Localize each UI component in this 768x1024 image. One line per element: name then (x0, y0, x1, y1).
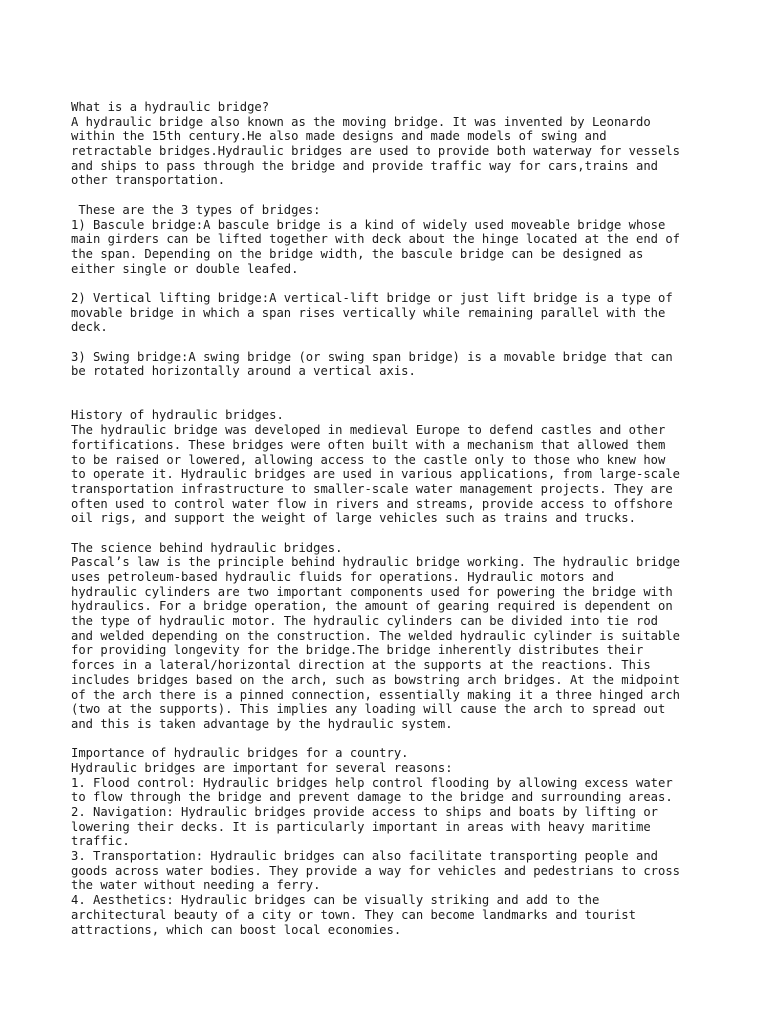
text-line: to operate it. Hydraulic bridges are used in various applications, from large-scale (71, 467, 681, 482)
section-swing (71, 350, 761, 379)
text-line: 3) Swing bridge:A swing bridge (or swing span bridge) is a movable bridge that can (71, 349, 673, 364)
text-line: hydraulics. For a bridge operation, the amount of gearing required is dependent on (71, 599, 673, 614)
text-line: 1) Bascule bridge:A bascule bridge is a kind of widely used moveable bridge whose (71, 217, 666, 232)
text-line: 2. Navigation: Hydraulic bridges provide access to ships and boats by lifting or (71, 805, 658, 820)
paragraph-gap (71, 732, 761, 747)
paragraph-gap (71, 188, 761, 203)
text-line: lowering their decks. It is particularly important in areas with heavy maritime (71, 819, 651, 834)
text-line: 2) Vertical lifting bridge:A vertical-lift bridge or just lift bridge is a type of (71, 290, 673, 305)
text-line: be rotated horizontally around a vertical axis. (71, 364, 416, 379)
section-heading: The science behind hydraulic bridges. (71, 540, 343, 555)
text-line: Pascal’s law is the principle behind hydraulic bridge working. The hydraulic bridge (71, 555, 681, 570)
text-line: uses petroleum-based hydraulic fluids for operations. Hydraulic motors and (71, 570, 614, 585)
text-line: (two at the supports). This implies any loading will cause the arch to spread out (71, 702, 666, 717)
text-line: and ships to pass through the bridge and provide traffic way for cars,trains and (71, 158, 658, 173)
text-line: 4. Aesthetics: Hydraulic bridges can be visually striking and add to the (71, 893, 600, 908)
section-intro (71, 100, 761, 188)
text-line: and welded depending on the construction. The welded hydraulic cylinder is suitable (71, 628, 681, 643)
text-line: Hydraulic bridges are important for several reasons: (71, 760, 453, 775)
text-line: either single or double leafed. (71, 261, 299, 276)
section-heading: These are the 3 types of bridges: (71, 202, 321, 217)
text-line: within the 15th century.He also made designs and made models of swing and (71, 129, 607, 144)
text-line: 1. Flood control: Hydraulic bridges help control flooding by allowing excess water (71, 775, 673, 790)
text-line: The hydraulic bridge was developed in medieval Europe to defend castles and other (71, 423, 666, 438)
text-line: for providing longevity for the bridge.The bridge inherently distributes their (71, 643, 644, 658)
text-line: and this is taken advantage by the hydraulic system. (71, 716, 453, 731)
text-line: oil rigs, and support the weight of large vehicles such as trains and trucks. (71, 511, 636, 526)
text-line: attractions, which can boost local economies. (71, 922, 402, 937)
section-heading: Importance of hydraulic bridges for a country. (71, 746, 409, 761)
text-line: 3. Transportation: Hydraulic bridges can also facilitate transporting people and (71, 849, 658, 864)
text-line: transportation infrastructure to smaller-scale water management projects. They are (71, 481, 673, 496)
text-line: includes bridges based on the arch, such as bowstring arch bridges. At the midpoint (71, 672, 681, 687)
section-history (71, 408, 761, 526)
paragraph-gap (71, 526, 761, 541)
section-heading: What is a hydraulic bridge? (71, 100, 270, 114)
text-line: traffic. (71, 834, 130, 849)
text-line: of the arch there is a pinned connection, essentially making it a three hinged arch (71, 687, 681, 702)
text-line: architectural beauty of a city or town. They can become landmarks and tourist (71, 907, 636, 922)
text-line: to be raised or lowered, allowing access to the castle only to those who knew how (71, 452, 666, 467)
text-line: often used to control water flow in rivers and streams, provide access to offshore (71, 496, 673, 511)
text-line: the water without needing a ferry. (71, 878, 321, 893)
text-line: deck. (71, 320, 108, 335)
text-line: movable bridge in which a span rises vertically while remaining parallel with the (71, 305, 666, 320)
paragraph-gap (71, 276, 761, 291)
section-importance (71, 746, 761, 937)
text-line: the span. Depending on the bridge width, the bascule bridge can be designed as (71, 246, 644, 261)
document-page (71, 100, 761, 937)
text-line: retractable bridges.Hydraulic bridges are used to provide both waterway for vessels (71, 144, 681, 159)
text-line: the type of hydraulic motor. The hydraulic cylinders can be divided into tie rod (71, 614, 658, 629)
text-line: A hydraulic bridge also known as the moving bridge. It was invented by Leonardo (71, 114, 651, 129)
text-line: forces in a lateral/horizontal direction at the supports at the reactions. This (71, 658, 651, 673)
section-vertical-lift (71, 291, 761, 335)
section-heading: History of hydraulic bridges. (71, 408, 284, 423)
paragraph-gap (71, 335, 761, 350)
section-science (71, 541, 761, 732)
text-line: to flow through the bridge and prevent damage to the bridge and surrounding areas. (71, 790, 673, 805)
text-line: main girders can be lifted together with deck about the hinge located at the end of (71, 232, 681, 247)
text-line: fortifications. These bridges were often built with a mechanism that allowed them (71, 437, 666, 452)
text-line: other transportation. (71, 173, 226, 188)
paragraph-gap (71, 379, 761, 408)
text-line: goods across water bodies. They provide a way for vehicles and pedestrians to cross (71, 863, 681, 878)
text-line: hydraulic cylinders are two important components used for powering the bridge with (71, 584, 673, 599)
section-types-bascule (71, 203, 761, 276)
